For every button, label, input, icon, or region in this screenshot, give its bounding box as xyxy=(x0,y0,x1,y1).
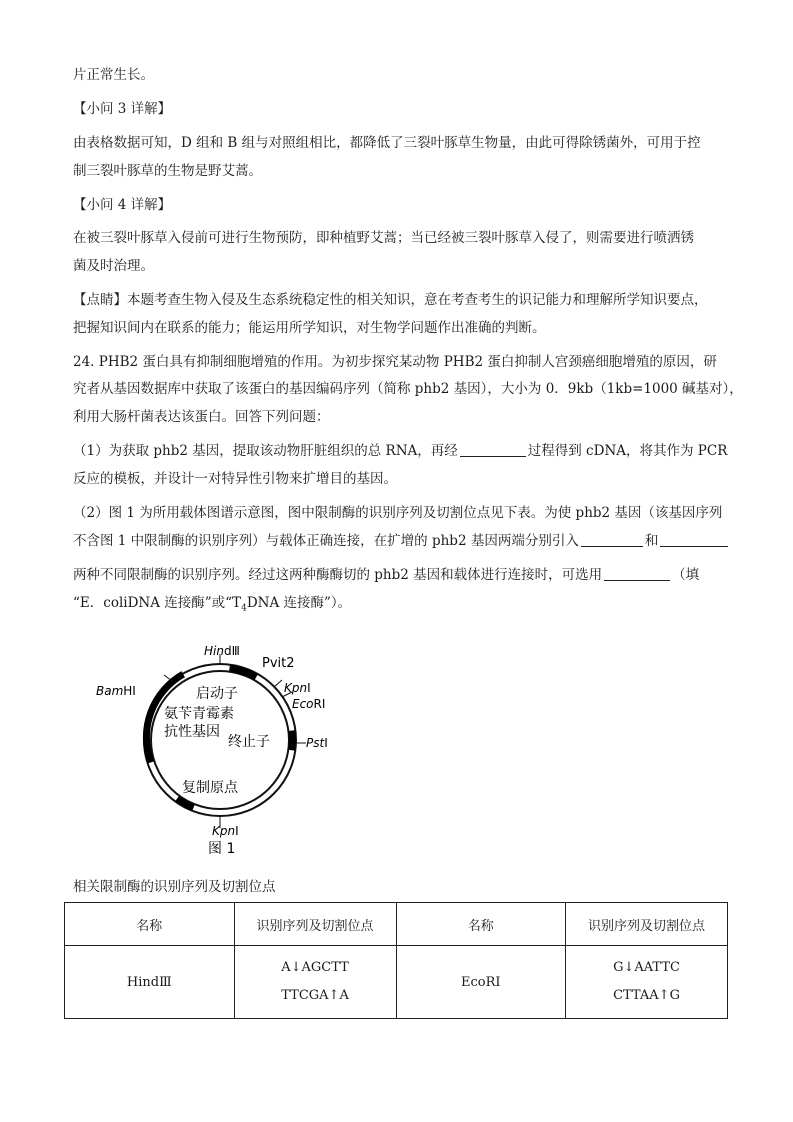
line-1: 片正常生长。 xyxy=(73,67,154,83)
part-2-text-b: 和 xyxy=(644,533,659,549)
sub-question-4-heading: 【小问 4 详解】 xyxy=(73,197,172,213)
amp-resistance-label-1: 氨苄青霉素 xyxy=(164,706,234,722)
hindIII-seq-bottom: TTCGA↑A xyxy=(281,988,349,1003)
question-24-line-3: 利用大肠杆菌表达该蛋白。回答下列问题： xyxy=(73,409,330,425)
comment-line-2: 把握知识间内在联系的能力；能运用所学知识，对生物学问题作出准确的判断。 xyxy=(73,320,546,336)
sub-question-3-heading: 【小问 3 详解】 xyxy=(73,101,172,117)
part-2-line-2 xyxy=(73,532,730,550)
ecoRI-sequence xyxy=(566,946,728,1019)
kpnI-top-label: KpnⅠ xyxy=(284,681,311,695)
header-name-2: 名称 xyxy=(396,903,566,946)
hindIII-seq-top: A↓AGCTT xyxy=(281,960,349,975)
answer-blank-1[interactable] xyxy=(460,442,526,457)
header-name-1: 名称 xyxy=(65,903,235,946)
part-2-line-1: （2）图 1 为所用载体图谱示意图，图中限制酶的识别序列及切割位点见下表。为使 phb2 基因（该基因序列 xyxy=(73,505,723,521)
origin-segment xyxy=(177,799,194,808)
line-6: 在被三裂叶豚草入侵前可进行生物预防，即种植野艾蒿；当已经被三裂叶豚草入侵了，则需要进行喷洒锈 xyxy=(73,230,694,246)
ecoRI-label: EcoRⅠ xyxy=(292,697,326,711)
part-2-line-3 xyxy=(73,566,699,584)
part-2-text-c: 两种不同限制酶的识别序列。经过这两种酶酶切的 phb2 基因和载体进行连接时，可选用 xyxy=(73,567,603,583)
part-2-text-a: 不含图 1 中限制酶的识别序列）与载体正确连接，在扩增的 phb2 基因两端分别引入 xyxy=(73,533,579,549)
hindIII-sequence xyxy=(234,946,396,1019)
part-2-text-f: DNA 连接酶”）。 xyxy=(246,595,352,611)
promoter-label: 启动子 xyxy=(196,686,238,702)
kpnI-bottom-label: KpnⅠ xyxy=(212,824,239,838)
ecoRI-seq-bottom: CTTAA↑G xyxy=(613,988,680,1003)
line-4: 制三裂叶豚草的生物是野艾蒿。 xyxy=(73,163,262,179)
table-caption: 相关限制酶的识别序列及切割位点 xyxy=(73,879,276,895)
question-24-line-2: 究者从基因数据库中获取了该蛋白的基因编码序列（简称 phb2 基因），大小为 0．9kb（1kb=1000 碱基对）， xyxy=(73,381,743,397)
plasmid-diagram xyxy=(80,640,370,869)
answer-blank-4[interactable] xyxy=(604,566,670,581)
part-1-line-2: 反应的模板，并设计一对特异性引物来扩增目的基因。 xyxy=(73,471,397,487)
line-7: 菌及时治理。 xyxy=(73,258,154,274)
part-2-text-d: （填 xyxy=(672,567,700,583)
part-1-line-1 xyxy=(73,442,727,460)
subscript-4: 4 xyxy=(241,603,247,614)
comment-line-1: 【点睛】本题考查生物入侵及生态系统稳定性的相关知识，意在考查考生的识记能力和理解所学知识要点， xyxy=(73,292,708,308)
bam-tick xyxy=(164,675,172,681)
pvit2-label: Pvit2 xyxy=(262,656,295,671)
part-1-text-a: （1）为获取 phb2 基因，提取该动物肝脏组织的总 RNA，再经 xyxy=(73,443,458,459)
bamHI-label: BamHⅠ xyxy=(96,684,136,698)
amp-resistance-label-2: 抗性基因 xyxy=(164,724,220,740)
hindIII-label: HindⅢ xyxy=(204,644,240,658)
kpn-top-tick xyxy=(274,680,282,687)
ecoRI-seq-top: G↓AATTC xyxy=(613,960,680,975)
terminator-label: 终止子 xyxy=(228,734,270,750)
part-2-line-4 xyxy=(73,594,351,618)
enzyme-name-ecoRI: EcoRI xyxy=(396,946,566,1019)
enzyme-table xyxy=(64,902,728,1019)
answer-blank-3[interactable] xyxy=(660,532,728,547)
question-24-line-1: 24. PHB2 蛋白具有抑制细胞增殖的作用。为初步探究某动物 PHB2 蛋白抑制人宫颈癌细胞增殖的原因，研 xyxy=(73,354,717,370)
answer-blank-2[interactable] xyxy=(581,532,643,547)
enzyme-name-hindIII: HindⅢ xyxy=(65,946,235,1019)
header-seq-2: 识别序列及切割位点 xyxy=(566,903,728,946)
table-row xyxy=(65,946,728,1019)
pstI-label: PstⅠ xyxy=(306,736,328,750)
part-2-text-e: “E．coliDNA 连接酶”或“T xyxy=(73,595,242,611)
figure-caption: 图 1 xyxy=(208,841,236,857)
terminator-segment xyxy=(292,731,293,751)
header-seq-1: 识别序列及切割位点 xyxy=(234,903,396,946)
line-3: 由表格数据可知，D 组和 B 组与对照组相比，都降低了三裂叶豚草生物量，由此可得除锈菌外，可用于控 xyxy=(73,135,701,151)
table-header-row xyxy=(65,903,728,946)
origin-label: 复制原点 xyxy=(182,780,238,796)
plasmid-svg xyxy=(80,640,370,865)
part-1-text-b: 过程得到 cDNA，将其作为 PCR xyxy=(527,443,728,459)
